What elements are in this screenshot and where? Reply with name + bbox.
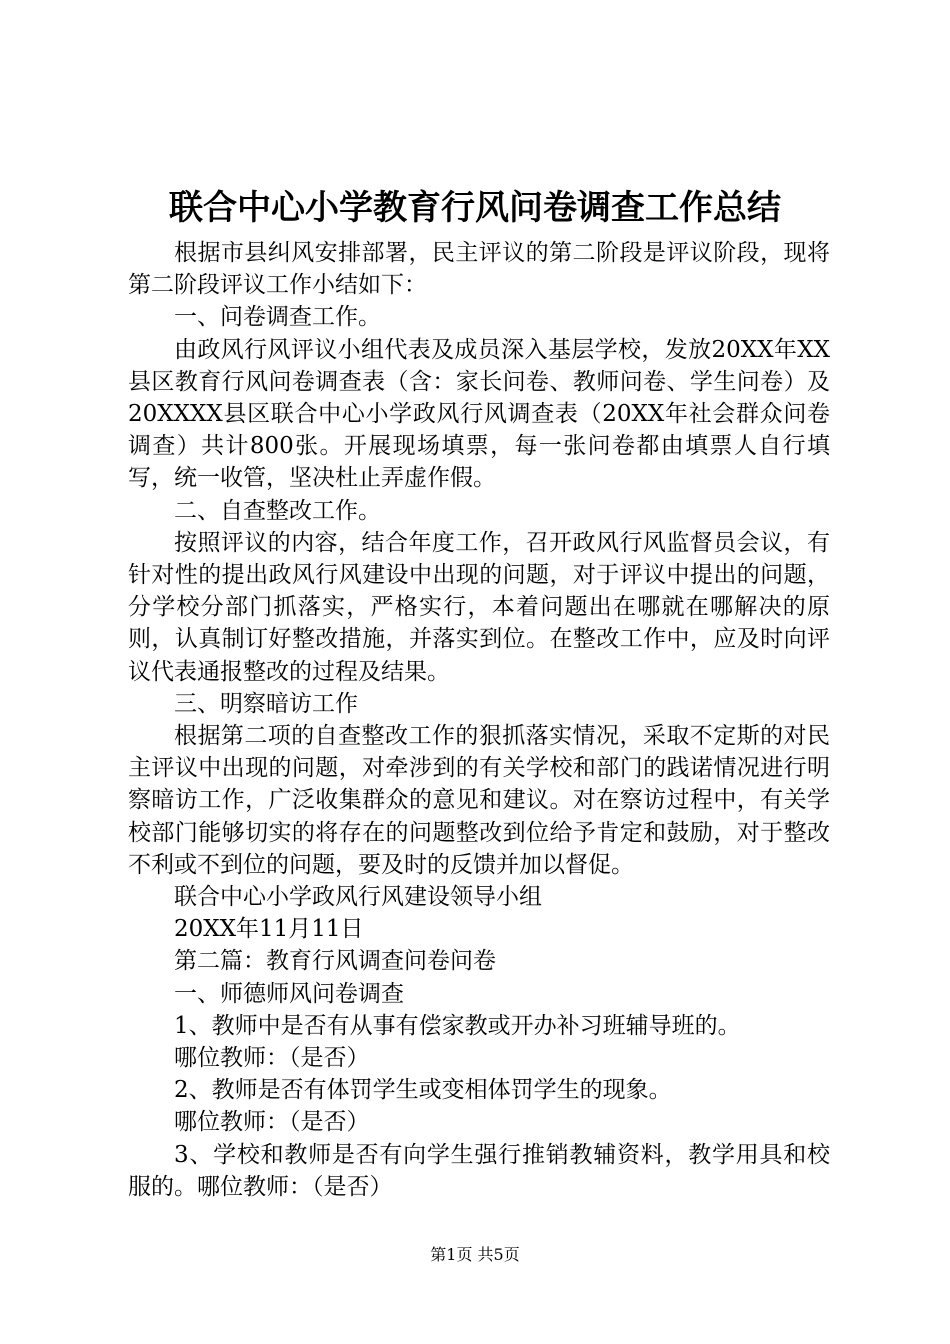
document-body — [128, 237, 830, 1203]
survey-question-2: 2、教师是否有体罚学生或变相体罚学生的现象。 — [174, 1077, 672, 1104]
survey-question-1: 1、教师中是否有从事有偿家教或开办补习班辅导班的。 — [174, 1012, 741, 1039]
document-title: 联合中心小学教育行风问卷调查工作总结 — [169, 188, 781, 228]
survey-question-3: 3、学校和教师是否有向学生强行推销教辅资料，教学用具和校服的。哪位教师：（是否） — [128, 1141, 830, 1200]
paragraph-inspection: 根据第二项的自查整改工作的狠抓落实情况，采取不定斯的对民主评议中出现的问题，对牵涉到的有关学校和部门的践诺情况进行明察暗访工作，广泛收集群众的意见和建议。对在察访过程中，有关学校部门能够切实的将存在的问题整改到位给予肯定和鼓励，对于整改不利或不到位的问题，要及时的反馈并加以督促。 — [128, 723, 830, 878]
paragraph-intro: 根据市县纠风安排部署，民主评议的第二阶段是评议阶段，现将第二阶段评议工作小结如下： — [128, 240, 830, 299]
section-heading-questionnaire: 一、问卷调查工作。 — [174, 304, 381, 331]
section-heading-self-check: 二、自查整改工作。 — [174, 497, 381, 524]
section-heading-inspection: 三、明察暗访工作 — [174, 690, 358, 717]
survey-answer-2: 哪位教师：（是否） — [174, 1109, 370, 1136]
survey-answer-1: 哪位教师：（是否） — [174, 1045, 370, 1072]
survey-section-heading: 一、师德师风问卷调查 — [174, 980, 404, 1007]
signature-organization: 联合中心小学政风行风建设领导小组 — [174, 884, 542, 911]
page-footer: 第1页 共5页 — [430, 1245, 520, 1264]
part-two-heading: 第二篇：教育行风调查问卷问卷 — [174, 948, 496, 975]
signature-date: 20XX年11月11日 — [174, 916, 364, 943]
paragraph-questionnaire: 由政风行风评议小组代表及成员深入基层学校，发放20XX年XX县区教育行风问卷调查表（含：家长问卷、教师问卷、学生问卷）及20XXXX县区联合中心小学政风行风调查表（20XX年社会群众问卷调查）共计800张。开展现场填票，每一张问卷都由填票人自行填写，统一收管，坚决杜止弄虚作假。 — [128, 336, 830, 492]
paragraph-self-check: 按照评议的内容，结合年度工作，召开政风行风监督员会议，有针对性的提出政风行风建设中出现的问题，对于评议中提出的问题，分学校分部门抓落实，严格实行，本着问题出在哪就在哪解决的原则，认真制订好整改措施，并落实到位。在整改工作中，应及时向评议代表通报整改的过程及结果。 — [128, 529, 830, 685]
